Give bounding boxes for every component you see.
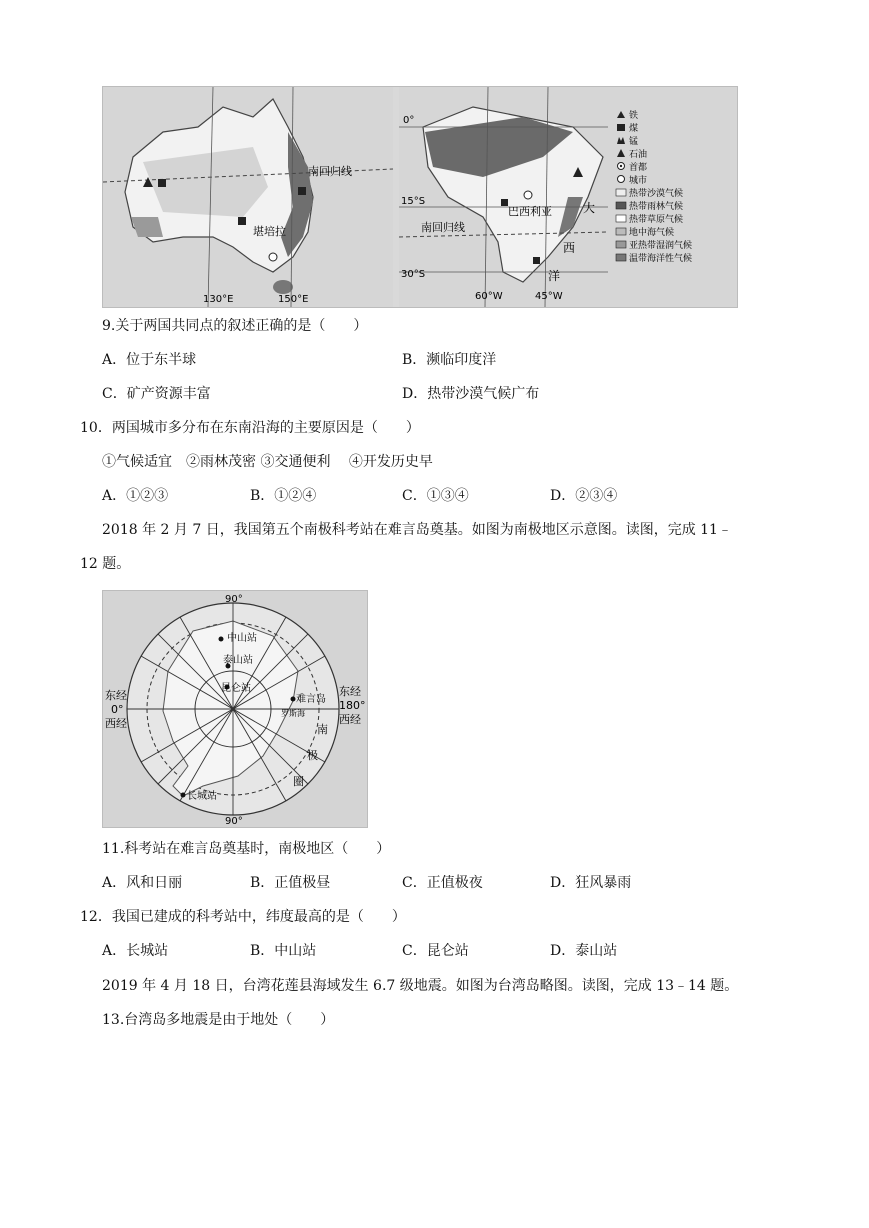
q9-option-c[interactable]: C．矿产资源丰富 bbox=[102, 386, 211, 402]
maps-svg bbox=[103, 87, 737, 307]
figure-antarctica-map bbox=[102, 590, 368, 828]
lat-15-label: 15°S bbox=[401, 196, 426, 207]
q10-stem: 10．两国城市多分布在东南沿海的主要原因是（ ） bbox=[80, 420, 420, 436]
coal-icon bbox=[298, 187, 306, 195]
legend-item: 热带沙漠气候 bbox=[629, 189, 684, 199]
ocean-label-3: 洋 bbox=[548, 269, 561, 283]
left-label-1: 东经 bbox=[105, 689, 127, 702]
coal-icon bbox=[158, 179, 166, 187]
city-icon bbox=[618, 176, 625, 183]
circle-label-3: 圈 bbox=[293, 775, 304, 788]
legend-item: 热带草原气候 bbox=[629, 215, 684, 225]
circle-label-2: 极 bbox=[307, 749, 318, 762]
lon-150-label: 150°E bbox=[278, 294, 309, 305]
savanna-swatch bbox=[616, 215, 626, 222]
bottom-label: 90° bbox=[225, 816, 243, 827]
rainforest-swatch bbox=[616, 202, 626, 209]
legend-item: 城市 bbox=[629, 176, 648, 186]
coal-icon bbox=[238, 217, 246, 225]
q10-items: ①气候适宜 ②雨林茂密 ③交通便利 ④开发历史早 bbox=[102, 454, 433, 470]
legend-item: 锰 bbox=[629, 137, 639, 147]
q11-stem: 11.科考站在难言岛奠基时，南极地区（ ） bbox=[102, 841, 391, 857]
q13-stem: 13.台湾岛多地震是由于地处（ ） bbox=[102, 1012, 335, 1028]
q12-option-b[interactable]: B．中山站 bbox=[250, 943, 317, 959]
left-label-3: 西经 bbox=[105, 717, 127, 730]
legend-item: 地中海气候 bbox=[629, 228, 675, 238]
antarctica-svg bbox=[103, 591, 367, 827]
q12-option-a[interactable]: A．长城站 bbox=[102, 943, 169, 959]
ocean-label-1: 大 bbox=[583, 201, 596, 215]
zhongshan-label: 中山站 bbox=[227, 633, 257, 644]
q10-option-b[interactable]: B．①②④ bbox=[250, 488, 317, 504]
legend-item: 首都 bbox=[629, 163, 648, 173]
right-label-1: 东经 bbox=[339, 685, 361, 698]
lat-0-label: 0° bbox=[403, 115, 415, 126]
legend-item: 煤 bbox=[629, 124, 639, 134]
taishan-label: 泰山站 bbox=[223, 655, 253, 666]
au-tropic-label: 南回归线 bbox=[308, 165, 352, 178]
q12-stem: 12．我国已建成的科考站中，纬度最高的是（ ） bbox=[80, 909, 406, 925]
right-label-2: 180° bbox=[339, 699, 366, 712]
changcheng-label: 长城站 bbox=[187, 791, 217, 802]
q12-option-c[interactable]: C．昆仑站 bbox=[402, 943, 469, 959]
legend-item: 热带雨林气候 bbox=[629, 202, 684, 212]
coal-icon bbox=[501, 199, 508, 206]
tasmania bbox=[273, 280, 293, 294]
right-label-3: 西经 bbox=[339, 713, 361, 726]
kunlun-label: 昆仑站 bbox=[221, 683, 251, 694]
nanyan-island-label: 难言岛 bbox=[296, 694, 326, 705]
ocean-label-2: 西 bbox=[563, 241, 576, 255]
legend-item: 石油 bbox=[629, 150, 648, 160]
intro-11-line1: 2018 年 2 月 7 日，我国第五个南极科考站在难言岛奠基。如图为南极地区示意图。读图，完成 11﹣ bbox=[102, 522, 732, 538]
q10-option-a[interactable]: A．①②③ bbox=[102, 488, 169, 504]
legend-item: 亚热带湿润气候 bbox=[629, 241, 693, 251]
q10-option-d[interactable]: D．②③④ bbox=[550, 488, 618, 504]
lon-60w-label: 60°W bbox=[475, 291, 503, 302]
q11-option-a[interactable]: A．风和日丽 bbox=[102, 875, 183, 891]
station-dot bbox=[219, 637, 224, 642]
q11-option-b[interactable]: B．正值极昼 bbox=[250, 875, 331, 891]
canberra-label: 堪培拉 bbox=[253, 225, 286, 238]
coal-icon bbox=[617, 124, 625, 131]
desert-swatch bbox=[616, 189, 626, 196]
legend-item: 温带海洋性气候 bbox=[629, 254, 693, 264]
q9-option-b[interactable]: B．濒临印度洋 bbox=[402, 352, 497, 368]
q9-stem: 9.关于两国共同点的叙述正确的是（ ） bbox=[102, 318, 368, 334]
circle-label-1: 南 bbox=[317, 723, 328, 736]
subtropical-swatch bbox=[616, 241, 626, 248]
q12-option-d[interactable]: D．泰山站 bbox=[550, 943, 618, 959]
ross-sea-label: 罗斯海 bbox=[281, 709, 305, 718]
intro-11-line2: 12 题。 bbox=[80, 556, 131, 572]
top-label: 90° bbox=[225, 594, 243, 605]
q9-option-d[interactable]: D．热带沙漠气候广布 bbox=[402, 386, 540, 402]
capital-icon bbox=[524, 191, 532, 199]
brasilia-label: 巴西利亚 bbox=[508, 205, 552, 218]
q10-option-c[interactable]: C．①③④ bbox=[402, 488, 469, 504]
q9-option-a[interactable]: A．位于东半球 bbox=[102, 352, 197, 368]
coal-icon bbox=[533, 257, 540, 264]
q11-option-d[interactable]: D．狂风暴雨 bbox=[550, 875, 632, 891]
station-dot bbox=[291, 697, 296, 702]
intro-13: 2019 年 4 月 18 日，台湾花莲县海域发生 6.7 级地震。如图为台湾岛略图。读图，完成 13﹣14 题。 bbox=[102, 978, 739, 994]
lon-130-label: 130°E bbox=[203, 294, 234, 305]
city-icon bbox=[269, 253, 277, 261]
station-dot bbox=[181, 793, 186, 798]
mediterranean-swatch bbox=[616, 228, 626, 235]
q11-option-c[interactable]: C．正值极夜 bbox=[402, 875, 483, 891]
lon-45w-label: 45°W bbox=[535, 291, 563, 302]
figure-australia-brazil-maps bbox=[102, 86, 738, 308]
legend-item: 铁 bbox=[629, 111, 639, 121]
marine-swatch bbox=[616, 254, 626, 261]
left-label-2: 0° bbox=[111, 703, 124, 716]
lat-30-label: 30°S bbox=[401, 269, 426, 280]
br-tropic-label: 南回归线 bbox=[421, 221, 465, 234]
